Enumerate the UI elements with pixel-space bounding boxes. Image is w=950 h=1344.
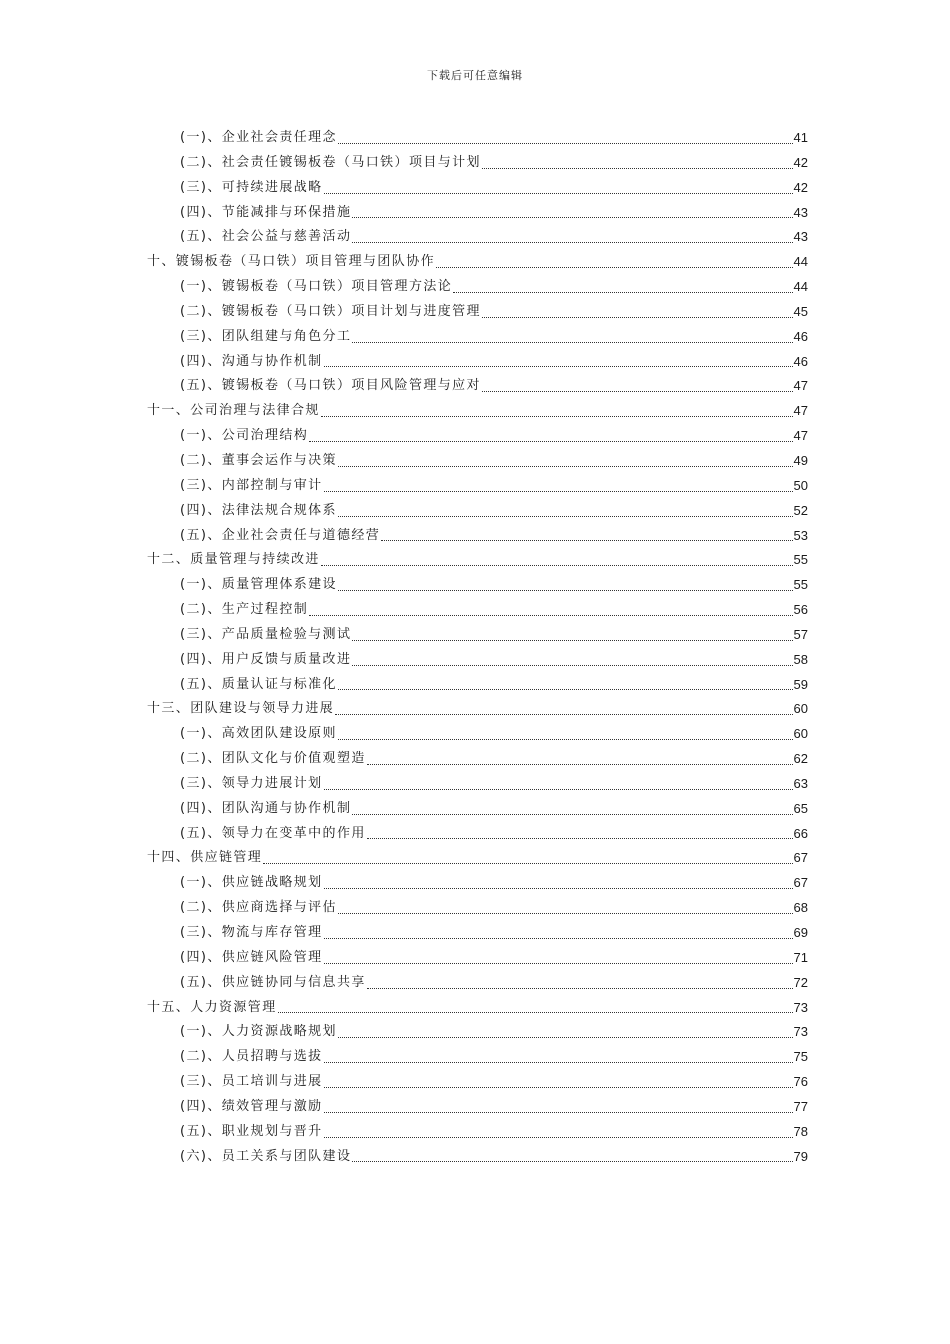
toc-section-entry[interactable] — [147, 747, 808, 772]
toc-dot-leader — [324, 888, 793, 889]
toc-dot-leader — [352, 217, 792, 218]
toc-page-number: 68 — [793, 900, 808, 916]
toc-page-number: 49 — [793, 452, 808, 468]
toc-page-number: 55 — [793, 577, 808, 593]
toc-dot-leader — [352, 640, 792, 641]
toc-entry-title: (二)、人员招聘与选拔 — [180, 1049, 323, 1065]
toc-page-number: 76 — [793, 1074, 808, 1090]
toc-entry-title: (二)、董事会运作与决策 — [180, 452, 337, 468]
toc-dot-leader — [324, 1137, 793, 1138]
toc-entry-title: 十二、质量管理与持续改进 — [147, 552, 320, 568]
toc-page-number: 79 — [793, 1148, 808, 1164]
toc-page-number: 73 — [793, 999, 808, 1015]
toc-entry-title: 十一、公司治理与法律合规 — [147, 403, 320, 419]
toc-dot-leader — [324, 789, 793, 790]
toc-page-number: 66 — [793, 825, 808, 841]
toc-page-number: 47 — [793, 403, 808, 419]
toc-dot-leader — [324, 491, 793, 492]
toc-dot-leader — [338, 516, 793, 517]
toc-section-entry[interactable] — [147, 673, 808, 698]
toc-chapter-entry[interactable] — [147, 250, 808, 275]
toc-page-number: 63 — [793, 775, 808, 791]
toc-page-number: 60 — [793, 726, 808, 742]
toc-entry-title: (五)、职业规划与晋升 — [180, 1123, 323, 1139]
toc-section-entry[interactable] — [147, 1020, 808, 1045]
toc-dot-leader — [338, 466, 793, 467]
toc-dot-leader — [381, 540, 792, 541]
toc-entry-title: (一)、供应链战略规划 — [180, 875, 323, 891]
toc-section-entry[interactable] — [147, 722, 808, 747]
toc-section-entry[interactable] — [147, 474, 808, 499]
toc-dot-leader — [352, 242, 792, 243]
toc-dot-leader — [338, 689, 793, 690]
toc-dot-leader — [338, 913, 793, 914]
toc-section-entry[interactable] — [147, 1120, 808, 1145]
toc-dot-leader — [453, 292, 792, 293]
toc-page-number: 58 — [793, 651, 808, 667]
toc-dot-leader — [482, 317, 793, 318]
toc-chapter-entry[interactable] — [147, 399, 808, 424]
toc-dot-leader — [352, 665, 792, 666]
toc-section-entry[interactable] — [147, 126, 808, 151]
toc-dot-leader — [263, 863, 792, 864]
toc-section-entry[interactable] — [147, 524, 808, 549]
toc-page-number: 65 — [793, 800, 808, 816]
toc-section-entry[interactable] — [147, 648, 808, 673]
toc-section-entry[interactable] — [147, 499, 808, 524]
toc-dot-leader — [367, 988, 793, 989]
toc-entry-title: (二)、社会责任镀锡板卷（马口铁）项目与计划 — [180, 154, 481, 170]
toc-page-number: 46 — [793, 353, 808, 369]
toc-dot-leader — [278, 1012, 793, 1013]
toc-dot-leader — [324, 1062, 793, 1063]
toc-dot-leader — [338, 143, 793, 144]
toc-dot-leader — [436, 267, 793, 268]
toc-entry-title: (五)、镀锡板卷（马口铁）项目风险管理与应对 — [180, 378, 481, 394]
toc-section-entry[interactable] — [147, 176, 808, 201]
toc-dot-leader — [367, 764, 793, 765]
toc-page-number: 77 — [793, 1098, 808, 1114]
table-of-contents — [147, 126, 808, 1169]
toc-dot-leader — [338, 739, 793, 740]
toc-dot-leader — [321, 416, 793, 417]
toc-dot-leader — [482, 391, 793, 392]
toc-section-entry[interactable] — [147, 1045, 808, 1070]
toc-dot-leader — [352, 342, 792, 343]
toc-section-entry[interactable] — [147, 623, 808, 648]
toc-page-number: 41 — [793, 130, 808, 145]
toc-entry-title: 十三、团队建设与领导力进展 — [147, 701, 335, 717]
toc-section-entry[interactable] — [147, 772, 808, 797]
toc-entry-title: (三)、内部控制与审计 — [180, 477, 323, 493]
toc-page-number: 69 — [793, 925, 808, 940]
toc-entry-title: (五)、领导力在变革中的作用 — [180, 825, 366, 841]
toc-entry-title: (二)、团队文化与价值观塑造 — [180, 751, 366, 767]
toc-page-number: 60 — [793, 701, 808, 717]
toc-dot-leader — [335, 714, 792, 715]
toc-section-entry[interactable] — [147, 946, 808, 971]
toc-entry-title: (五)、企业社会责任与道德经营 — [180, 527, 381, 543]
toc-section-entry[interactable] — [147, 1145, 808, 1170]
toc-section-entry[interactable] — [147, 921, 808, 946]
toc-dot-leader — [338, 1037, 793, 1038]
toc-entry-title: (四)、沟通与协作机制 — [180, 353, 323, 369]
toc-section-entry[interactable] — [147, 424, 808, 449]
toc-section-entry[interactable] — [147, 871, 808, 896]
toc-entry-title: 十、镀锡板卷（马口铁）项目管理与团队协作 — [147, 254, 436, 270]
toc-section-entry[interactable] — [147, 797, 808, 822]
toc-page-number: 75 — [793, 1049, 808, 1065]
toc-page-number: 57 — [793, 626, 808, 642]
toc-entry-title: (三)、领导力进展计划 — [180, 775, 323, 791]
toc-dot-leader — [324, 193, 793, 194]
toc-entry-title: (一)、企业社会责任理念 — [180, 130, 337, 145]
toc-entry-title: (一)、人力资源战略规划 — [180, 1024, 337, 1040]
toc-page-number: 46 — [793, 328, 808, 344]
toc-section-entry[interactable] — [147, 225, 808, 250]
toc-page-number: 42 — [793, 179, 808, 195]
toc-page-number: 53 — [793, 527, 808, 543]
toc-page-number: 78 — [793, 1123, 808, 1139]
toc-dot-leader — [309, 615, 792, 616]
toc-dot-leader — [338, 590, 793, 591]
toc-section-entry[interactable] — [147, 374, 808, 399]
toc-page-number: 43 — [793, 229, 808, 245]
toc-entry-title: (三)、团队组建与角色分工 — [180, 328, 352, 344]
toc-page-number: 59 — [793, 676, 808, 692]
toc-section-entry[interactable] — [147, 151, 808, 176]
toc-dot-leader — [324, 938, 793, 939]
toc-page-number: 62 — [793, 751, 808, 767]
toc-entry-title: (一)、公司治理结构 — [180, 428, 309, 444]
toc-section-entry[interactable] — [147, 300, 808, 325]
toc-page-number: 42 — [793, 154, 808, 170]
toc-page-number: 55 — [793, 552, 808, 568]
toc-dot-leader — [367, 838, 793, 839]
toc-entry-title: (六)、员工关系与团队建设 — [180, 1148, 352, 1164]
toc-entry-title: (五)、供应链协同与信息共享 — [180, 974, 366, 990]
toc-entry-title: 十五、人力资源管理 — [147, 999, 277, 1015]
toc-page-number: 50 — [793, 477, 808, 493]
toc-entry-title: (一)、质量管理体系建设 — [180, 577, 337, 593]
toc-dot-leader — [352, 1161, 792, 1162]
toc-dot-leader — [352, 814, 792, 815]
toc-page-number: 47 — [793, 378, 808, 394]
toc-chapter-entry[interactable] — [147, 697, 808, 722]
toc-entry-title: (三)、物流与库存管理 — [180, 925, 323, 940]
toc-entry-title: (二)、镀锡板卷（马口铁）项目计划与进度管理 — [180, 303, 481, 319]
toc-section-entry[interactable] — [147, 350, 808, 375]
page-header: 下载后可任意编辑 — [427, 69, 523, 82]
toc-chapter-entry[interactable] — [147, 846, 808, 871]
toc-entry-title: (三)、可持续进展战略 — [180, 179, 323, 195]
toc-page-number: 44 — [793, 279, 808, 295]
toc-dot-leader — [324, 1087, 793, 1088]
toc-section-entry[interactable] — [147, 1095, 808, 1120]
toc-page-number: 44 — [793, 254, 808, 270]
toc-page-number: 43 — [793, 204, 808, 220]
toc-section-entry[interactable] — [147, 449, 808, 474]
toc-entry-title: (三)、员工培训与进展 — [180, 1074, 323, 1090]
toc-dot-leader — [324, 366, 793, 367]
toc-page-number: 45 — [793, 303, 808, 319]
toc-page-number: 67 — [793, 875, 808, 891]
toc-entry-title: (二)、供应商选择与评估 — [180, 900, 337, 916]
toc-section-entry[interactable] — [147, 573, 808, 598]
toc-entry-title: (五)、质量认证与标准化 — [180, 676, 337, 692]
toc-section-entry[interactable] — [147, 598, 808, 623]
toc-page-number: 52 — [793, 502, 808, 518]
toc-page-number: 71 — [793, 949, 808, 965]
toc-section-entry[interactable] — [147, 201, 808, 226]
toc-page-number: 47 — [793, 428, 808, 444]
toc-section-entry[interactable] — [147, 325, 808, 350]
toc-entry-title: (四)、团队沟通与协作机制 — [180, 800, 352, 816]
toc-section-entry[interactable] — [147, 275, 808, 300]
toc-chapter-entry[interactable] — [147, 548, 808, 573]
toc-entry-title: (一)、镀锡板卷（马口铁）项目管理方法论 — [180, 279, 453, 295]
toc-entry-title: (五)、社会公益与慈善活动 — [180, 229, 352, 245]
toc-entry-title: (一)、高效团队建设原则 — [180, 726, 337, 742]
toc-section-entry[interactable] — [147, 822, 808, 847]
toc-entry-title: (四)、用户反馈与质量改进 — [180, 651, 352, 667]
toc-section-entry[interactable] — [147, 1070, 808, 1095]
toc-page-number: 72 — [793, 974, 808, 990]
toc-entry-title: (四)、供应链风险管理 — [180, 949, 323, 965]
toc-section-entry[interactable] — [147, 896, 808, 921]
toc-section-entry[interactable] — [147, 971, 808, 996]
toc-entry-title: (二)、生产过程控制 — [180, 602, 309, 618]
toc-dot-leader — [324, 1112, 793, 1113]
toc-chapter-entry[interactable] — [147, 996, 808, 1021]
toc-entry-title: (四)、节能减排与环保措施 — [180, 204, 352, 220]
toc-page-number: 56 — [793, 602, 808, 618]
toc-dot-leader — [482, 168, 793, 169]
toc-dot-leader — [321, 565, 793, 566]
toc-entry-title: (三)、产品质量检验与测试 — [180, 626, 352, 642]
toc-entry-title: (四)、绩效管理与激励 — [180, 1098, 323, 1114]
toc-page-number: 67 — [793, 850, 808, 866]
toc-dot-leader — [324, 963, 793, 964]
toc-entry-title: (四)、法律法规合规体系 — [180, 502, 337, 518]
toc-entry-title: 十四、供应链管理 — [147, 850, 263, 866]
toc-page-number: 73 — [793, 1024, 808, 1040]
toc-dot-leader — [309, 441, 792, 442]
